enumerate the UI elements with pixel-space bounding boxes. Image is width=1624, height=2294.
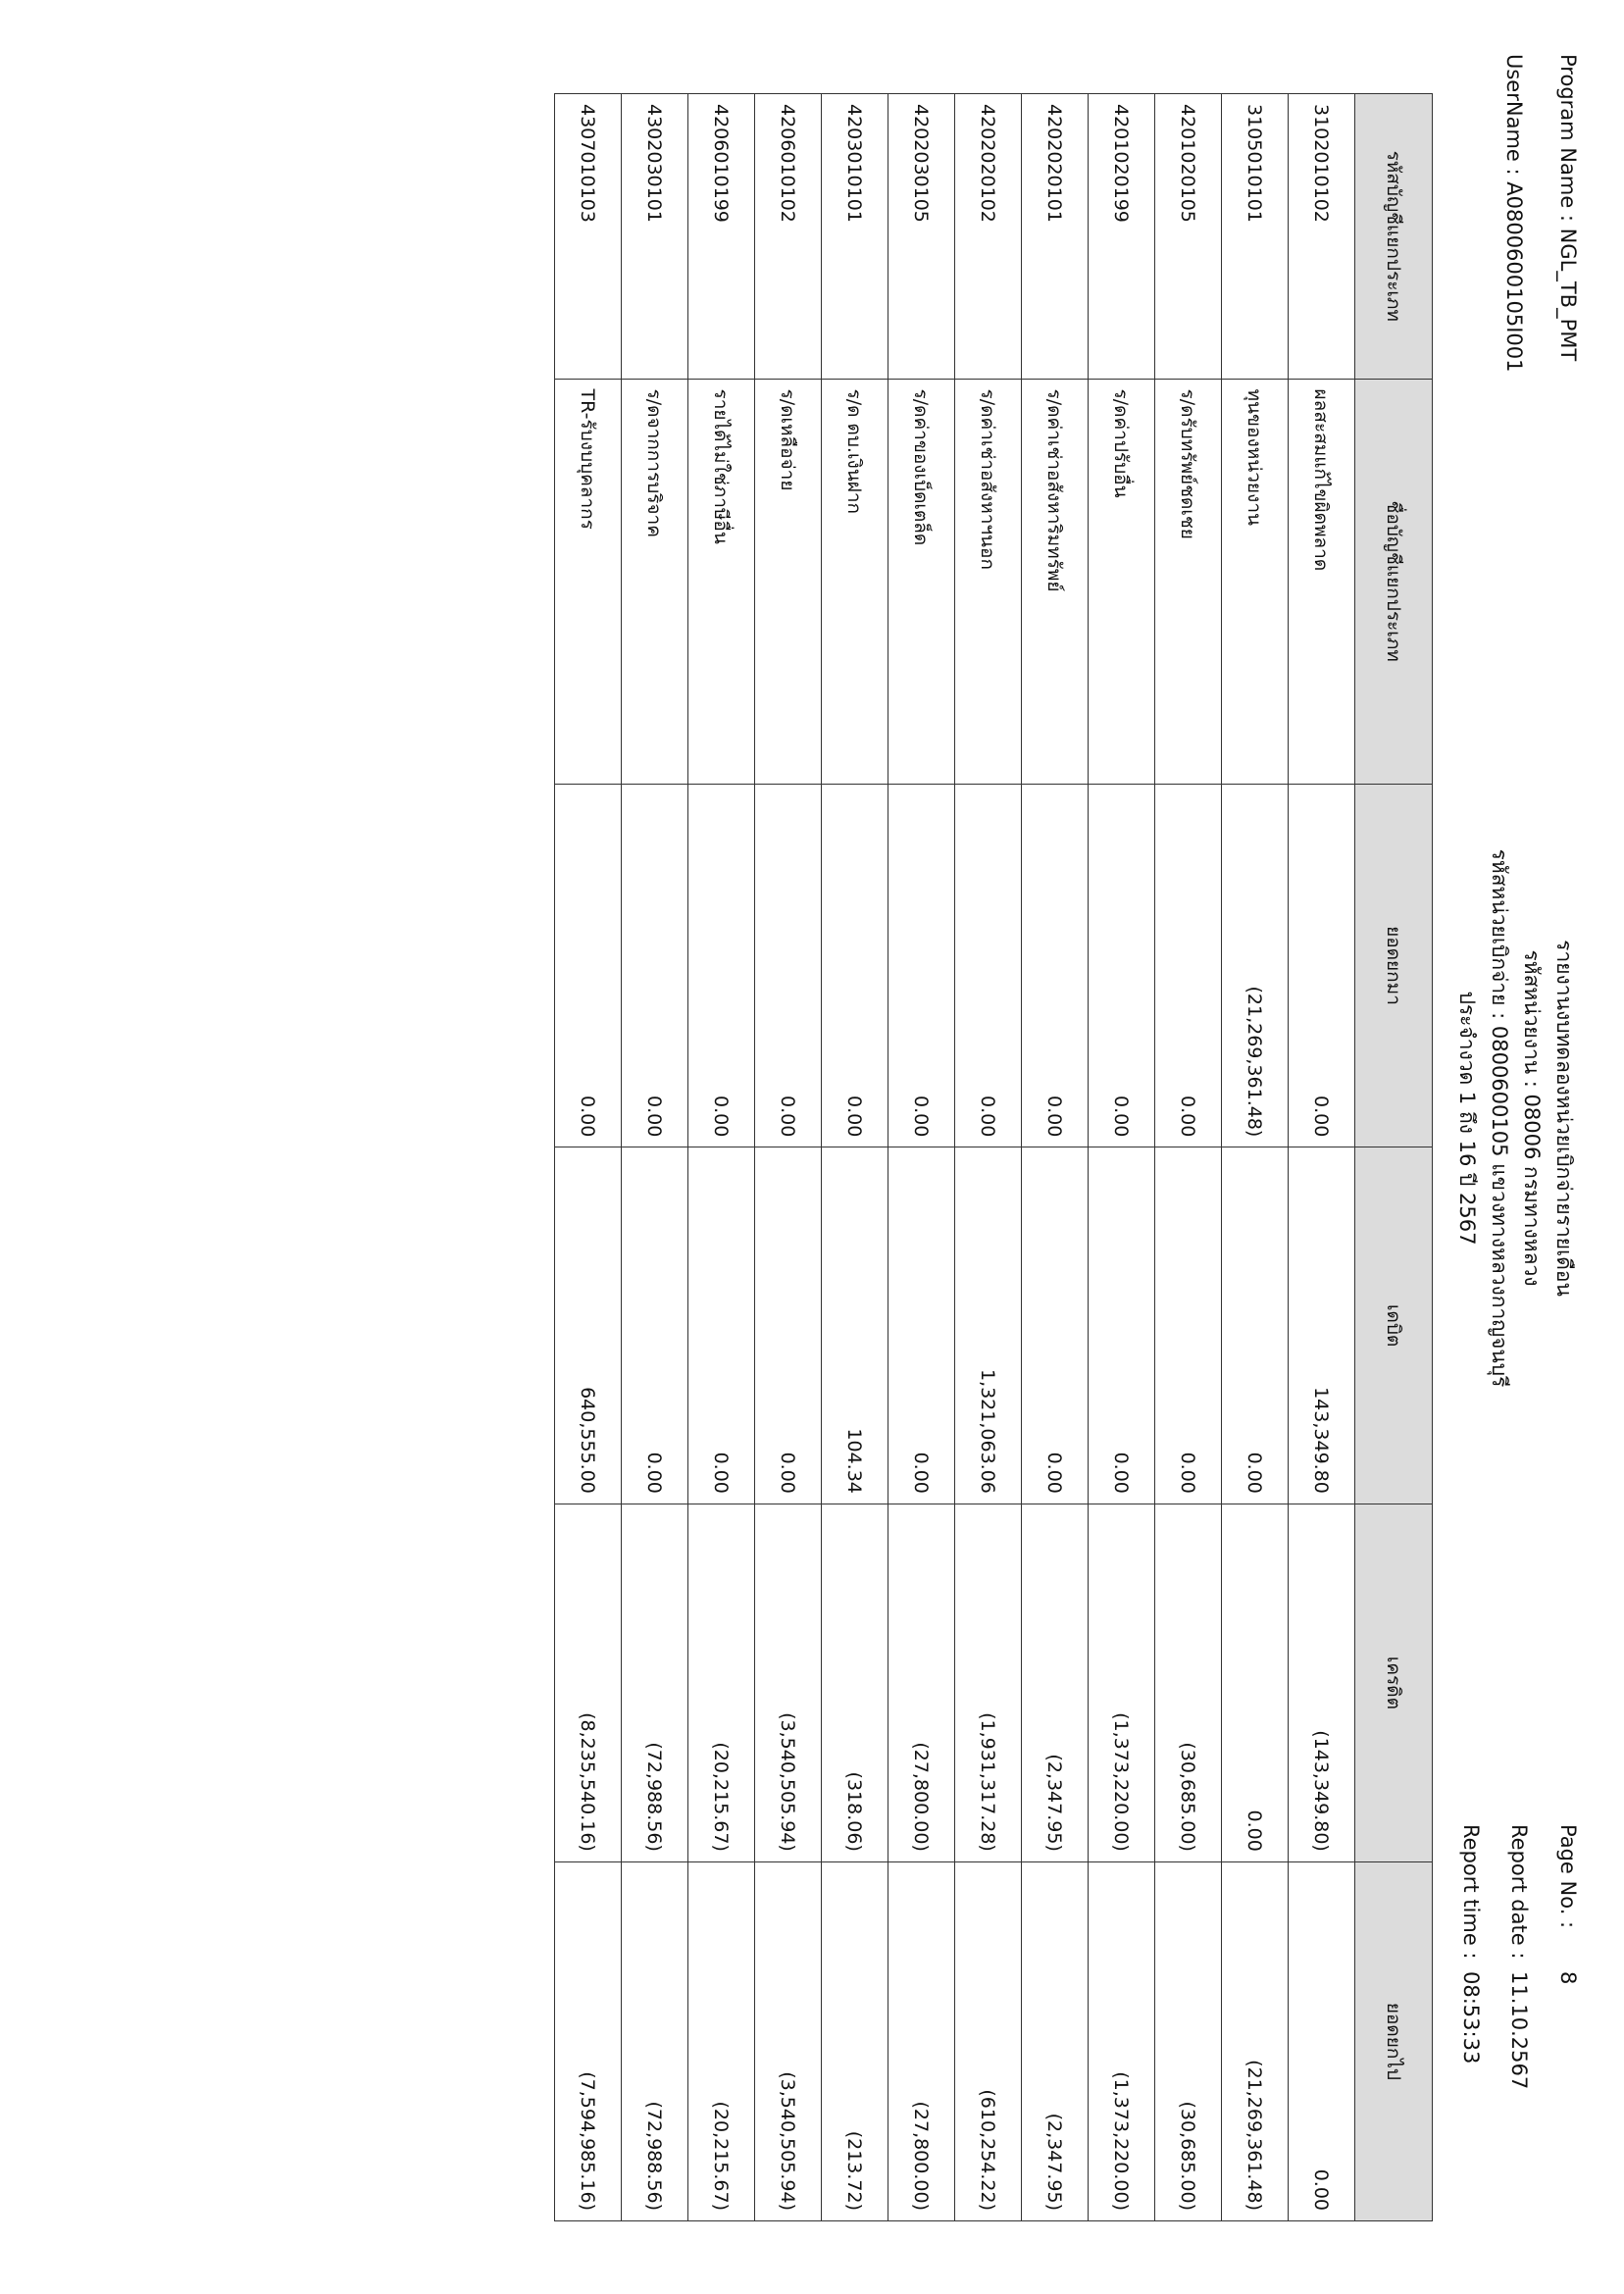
carried-forward-cell: (610,254.22) (955, 1861, 1022, 2220)
debit-cell: 0.00 (622, 1147, 688, 1504)
report-date-label: Report date : (1507, 1824, 1531, 1960)
report-time-label: Report time : (1459, 1824, 1483, 1960)
debit-cell: 143,349.80 (1289, 1147, 1355, 1504)
agency-code: รหัสหน่วยงาน : 08006 กรมทางหลวง (1520, 949, 1544, 1287)
account-name-cell: ร/ดค่าเช่าอสังหาฯนอก (955, 379, 1022, 784)
debit-cell: 0.00 (755, 1147, 822, 1504)
brought-forward-cell: (21,269,361.48) (1222, 784, 1289, 1147)
carried-forward-cell: (213.72) (822, 1861, 888, 2220)
program-name: Program Name : NGL_TB_PMT (1556, 54, 1580, 362)
account-code-cell: 4206010102 (755, 94, 822, 380)
brought-forward-cell: 0.00 (888, 784, 955, 1147)
report-title: รายงานงบทดลองหน่วยเบิกจ่ายรายเดือน (1552, 940, 1576, 1297)
account-code-cell: 4302030101 (622, 94, 688, 380)
col-header-account-name: ชื่อบัญชีแยกประเภท (1355, 379, 1433, 784)
report-date-value: 11.10.2567 (1507, 1971, 1531, 2090)
debit-cell: 0.00 (688, 1147, 755, 1504)
carried-forward-cell: (72,988.56) (622, 1861, 688, 2220)
col-header-brought-forward: ยอดยกมา (1355, 784, 1433, 1147)
account-code-cell: 3102010102 (1289, 94, 1355, 380)
brought-forward-cell: 0.00 (1022, 784, 1089, 1147)
carried-forward-cell: (21,269,361.48) (1222, 1861, 1289, 2220)
col-header-credit: เครดิต (1355, 1504, 1433, 1861)
report-time-value: 08:53:33 (1459, 1971, 1483, 2065)
brought-forward-cell: 0.00 (688, 784, 755, 1147)
credit-cell: (27,800.00) (888, 1504, 955, 1861)
account-name-cell: ร/ดค่าปรับอื่น (1089, 379, 1155, 784)
account-name-cell: ร/ดค่าเช่าอสังหาริมทรัพย์ (1022, 379, 1089, 784)
account-code-cell: 4202020102 (955, 94, 1022, 380)
debit-cell: 0.00 (1222, 1147, 1289, 1504)
col-header-carried-forward: ยอดยกไป (1355, 1861, 1433, 2220)
account-name-cell: ผลสะสมแก้ไขผิดพลาด (1289, 379, 1355, 784)
table-row (1155, 94, 1222, 2221)
col-header-account-code: รหัสบัญชีแยกประเภท (1355, 94, 1433, 380)
account-code-cell: 4202030105 (888, 94, 955, 380)
username: UserName : A0800600105I001 (1502, 54, 1526, 373)
brought-forward-cell: 0.00 (1289, 784, 1355, 1147)
account-code-cell: 4203010101 (822, 94, 888, 380)
carried-forward-cell: (27,800.00) (888, 1861, 955, 2220)
table-body (555, 94, 1355, 2221)
debit-cell: 640,555.00 (555, 1147, 622, 1504)
table-row (822, 94, 888, 2221)
account-code-cell: 4307010103 (555, 94, 622, 380)
brought-forward-cell: 0.00 (822, 784, 888, 1147)
carried-forward-cell: (2,347.95) (1022, 1861, 1089, 2220)
credit-cell: (3,540,505.94) (755, 1504, 822, 1861)
debit-cell: 0.00 (1022, 1147, 1089, 1504)
brought-forward-cell: 0.00 (955, 784, 1022, 1147)
table-row (1222, 94, 1289, 2221)
carried-forward-cell: (7,594,985.16) (555, 1861, 622, 2220)
debit-cell: 0.00 (1155, 1147, 1222, 1504)
credit-cell: (1,373,220.00) (1089, 1504, 1155, 1861)
debit-cell: 1,321,063.06 (955, 1147, 1022, 1504)
account-code-cell: 4201020105 (1155, 94, 1222, 380)
credit-cell: (30,685.00) (1155, 1504, 1222, 1861)
carried-forward-cell: (1,373,220.00) (1089, 1861, 1155, 2220)
trial-balance-table (554, 93, 1433, 2221)
credit-cell: (318.06) (822, 1504, 888, 1861)
debit-cell: 104.34 (822, 1147, 888, 1504)
account-name-cell: ร/ดจากการบริจาค (622, 379, 688, 784)
col-header-debit: เดบิต (1355, 1147, 1433, 1504)
credit-cell: (8,235,540.16) (555, 1504, 622, 1861)
credit-cell: 0.00 (1222, 1504, 1289, 1861)
table-row (555, 94, 622, 2221)
debit-cell: 0.00 (1089, 1147, 1155, 1504)
table-row (622, 94, 688, 2221)
brought-forward-cell: 0.00 (1089, 784, 1155, 1147)
brought-forward-cell: 0.00 (755, 784, 822, 1147)
brought-forward-cell: 0.00 (622, 784, 688, 1147)
table-row (888, 94, 955, 2221)
table-row (688, 94, 755, 2221)
credit-cell: (20,215.67) (688, 1504, 755, 1861)
account-name-cell: ร/ดเหลือจ่าย (755, 379, 822, 784)
account-name-cell: ร/ด ดบ.เงินฝาก (822, 379, 888, 784)
credit-cell: (72,988.56) (622, 1504, 688, 1861)
account-code-cell: 4206010199 (688, 94, 755, 380)
credit-cell: (143,349.80) (1289, 1504, 1355, 1861)
table-header-row (1355, 94, 1433, 2221)
table-row (1089, 94, 1155, 2221)
account-name-cell: ทุนของหน่วยงาน (1222, 379, 1289, 784)
account-code-cell: 4202020101 (1022, 94, 1089, 380)
account-code-cell: 4201020199 (1089, 94, 1155, 380)
carried-forward-cell: (3,540,505.94) (755, 1861, 822, 2220)
carried-forward-cell: 0.00 (1289, 1861, 1355, 2220)
account-name-cell: รายได้ไม่ใช่ภาษีอื่น (688, 379, 755, 784)
brought-forward-cell: 0.00 (1155, 784, 1222, 1147)
page-no-label: Page No. : (1556, 1824, 1580, 1929)
account-code-cell: 3105010101 (1222, 94, 1289, 380)
carried-forward-cell: (30,685.00) (1155, 1861, 1222, 2220)
debit-cell: 0.00 (888, 1147, 955, 1504)
table-row (755, 94, 822, 2221)
account-name-cell: ร/ดค่าของเบ็ดเตล็ด (888, 379, 955, 784)
carried-forward-cell: (20,215.67) (688, 1861, 755, 2220)
table-row (1022, 94, 1089, 2221)
page-no-value: 8 (1556, 1971, 1580, 1985)
disbursing-unit: รหัสหน่วยเบิกจ่าย : 0800600105 แขวงทางหลวงกาญจนบุรี (1488, 848, 1511, 1388)
credit-cell: (1,931,317.28) (955, 1504, 1022, 1861)
report-period: ประจำงวด 1 ถึง 16 ปี 2567 (1455, 991, 1479, 1246)
table-row (1289, 94, 1355, 2221)
brought-forward-cell: 0.00 (555, 784, 622, 1147)
credit-cell: (2,347.95) (1022, 1504, 1089, 1861)
table-row (955, 94, 1022, 2221)
account-name-cell: TR-รับงบบุคลากร (555, 379, 622, 784)
account-name-cell: ร/ดรับทรัพย์ชดเชย (1155, 379, 1222, 784)
